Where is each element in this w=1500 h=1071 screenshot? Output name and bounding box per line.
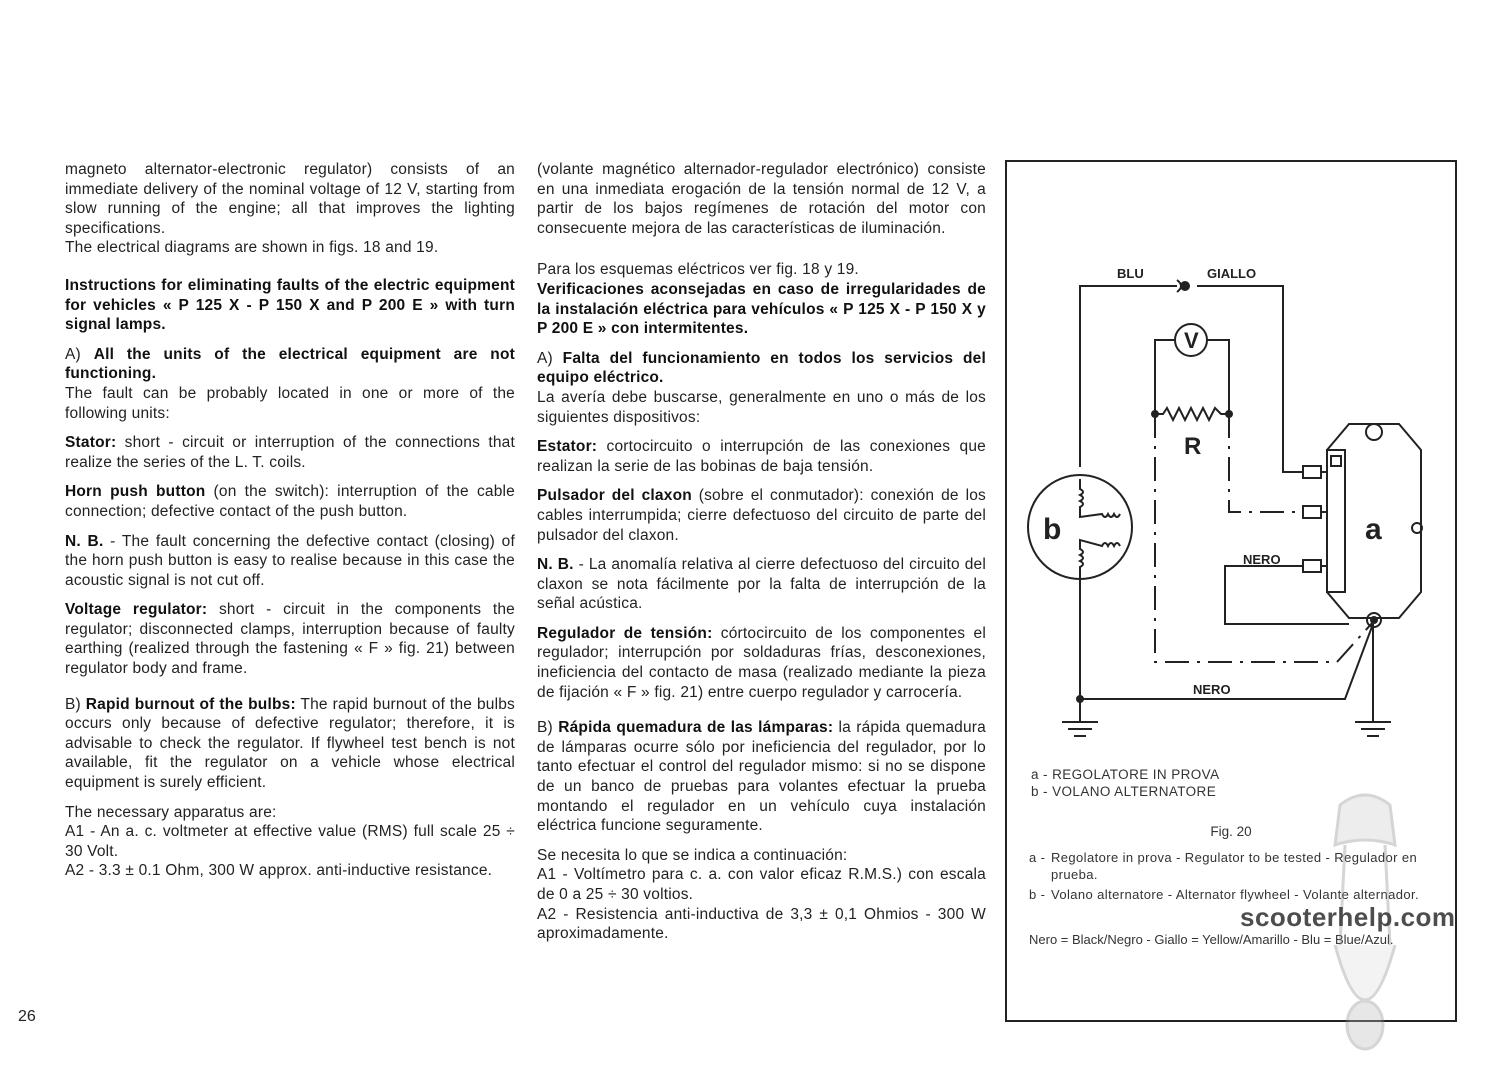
label-giallo: GIALLO xyxy=(1207,266,1257,281)
es-heading: Verificaciones aconsejadas en caso de irregularidades de la instalación eléctrica para vehículos « P 125 X - P 150 X y P 200 E » con intermitentes. xyxy=(537,280,986,338)
regulator-terminal-2 xyxy=(1303,506,1327,518)
connector-dot xyxy=(1181,282,1189,290)
en-vreg-text: short - circuit in the components the regulator; disconnected clamps, interruption because of faulty earthing (realized through the fastening « F » fig. 21) between regulator body and frame. xyxy=(65,601,516,678)
en-a-text: The fault can be probably located in one or more of the following units: xyxy=(65,384,515,422)
en-intro: magneto alternator-electronic regulator) consists of an immediate delivery of the nominal voltage of 12 V, starting from slow running of the engine; all that improves the lighting specifications. xyxy=(65,161,515,237)
regulator-terminal-1 xyxy=(1303,466,1327,478)
es-horn-text: (sobre el conmutador): conexión de los cables interrumpida; cierre defectuoso del circuito de parte del pulsador del claxon. xyxy=(537,487,986,544)
stator-coil-bottom xyxy=(1080,540,1120,579)
ground-symbol-left xyxy=(1062,722,1098,736)
label-blu: BLU xyxy=(1117,266,1144,281)
es-nb-text: - La anomalía relativa al cierre defectuoso del circuito del claxon se nota fácilmente por la falta de interrupción de la señal acústica. xyxy=(537,556,986,613)
en-vreg-label: Voltage regulator: xyxy=(65,601,208,619)
english-column xyxy=(65,160,515,881)
es-a1: A1 - Voltímetro para c. a. con valor eficaz R.M.S.) con escala de 0 a 25 ÷ 30 voltios. xyxy=(537,866,986,903)
es-stator-label: Estator: xyxy=(537,438,598,456)
en-diagrams-note: The electrical diagrams are shown in figs. 18 and 19. xyxy=(65,239,439,257)
en-heading: Instructions for eliminating faults of the electric equipment for vehicles « P 125 X - P 150 X and P 200 E » with turn signal lamps. xyxy=(65,276,515,334)
en-horn-text: (on the switch): interruption of the cable connection; defective contact of the push button. xyxy=(65,483,515,520)
es-intro: (volante magnético alternador-regulador electrónico) consiste en una inmediata erogación de la tensión normal de 12 V, a partir de los bajos regímenes de rotación del motor con consecuente mejora de las características de iluminación. xyxy=(537,161,986,237)
watermark-text: scooterhelp.com xyxy=(1240,902,1456,932)
en-stator-label: Stator: xyxy=(65,434,117,452)
en-a1: A1 - An a. c. voltmeter at effective value (RMS) full scale 25 ÷ 30 Volt. xyxy=(65,823,515,860)
label-regulator: a xyxy=(1365,513,1382,546)
en-nb-label: N. B. xyxy=(65,532,104,550)
ground-symbol-right xyxy=(1355,722,1391,736)
es-vreg-text: córtocircuito de los componentes el regulador; interrupción por soldaduras frías, desconexiones, ineficiencia del contacto de masa (realizado mediante la pieza de fijación « F » fig. 21) entre cuerpo regulador y carrocería. xyxy=(537,624,986,701)
legend-key: b - xyxy=(1029,887,1046,902)
en-a2: A2 - 3.3 ± 0.1 Ohm, 300 W approx. anti-inductive resistance. xyxy=(65,862,493,880)
en-stator-text: short - circuit or interruption of the connections that realize the series of the L. T. coils. xyxy=(65,434,515,471)
page-number: 26 xyxy=(18,1008,36,1025)
regulator-hole-top xyxy=(1366,424,1382,440)
es-vreg-label: Regulador de tensión: xyxy=(537,624,713,642)
es-b-text: la rápida quemadura de lámparas ocurre sólo por ineficiencia del regulador, por lo tanto efectuar el control del regulador mismo: si no se dispone de un banco de pruebas para volantes efectuar la prueba montando el regulador en un vehículo cuya instalación eléctrica funcione seguramente. xyxy=(537,719,986,835)
es-diagrams-note: Para los esquemas eléctricos ver fig. 18 y 19. xyxy=(537,261,859,279)
es-stator-text: cortocircuito o interrupción de las conexiones que realizan la serie de las bobinas de baja tensión. xyxy=(537,438,986,475)
en-nb-text: - The fault concerning the defective contact (closing) of the horn push button is easy to realise because in this case the acoustic signal is not cut off. xyxy=(65,532,516,589)
en-apparatus-intro: The necessary apparatus are: xyxy=(65,803,277,821)
es-a2: A2 - Resistencia anti-inductiva de 3,3 ± 0,1 Ohmios - 300 W aproximadamente. xyxy=(537,905,986,943)
es-a-prefix: A) xyxy=(537,349,553,367)
en-b-prefix: B) xyxy=(65,695,81,713)
spanish-column xyxy=(537,160,986,944)
stator-coil-top xyxy=(1080,479,1120,517)
es-horn-label: Pulsador del claxon xyxy=(537,487,692,505)
es-apparatus-intro: Se necesita lo que se indica a continuación: xyxy=(537,846,848,864)
es-nb-label: N. B. xyxy=(537,556,574,574)
test-lead-right xyxy=(1229,414,1303,512)
giallo-wire xyxy=(1197,286,1303,472)
en-a-prefix: A) xyxy=(65,345,81,363)
legend-top-b: b - VOLANO ALTERNATORE xyxy=(1031,784,1217,799)
es-a-text: La avería debe buscarse, generalmente en uno o más de los siguientes dispositivos: xyxy=(537,388,986,426)
legend-text: Regolatore in prova - Regulator to be tested - Regulador en prueba. xyxy=(1051,850,1418,882)
es-a-title: Falta del funcionamiento en todos los servicios del equipo eléctrico. xyxy=(537,349,986,387)
es-b-prefix: B) xyxy=(537,719,553,737)
regulator-terminal-3 xyxy=(1303,560,1327,572)
en-b-title: Rapid burnout of the bulbs: xyxy=(85,695,296,713)
label-voltmeter: V xyxy=(1184,328,1199,353)
es-b-title: Rápida quemadura de las lámparas: xyxy=(558,719,834,737)
en-a-title: All the units of the electrical equipment are not functioning. xyxy=(65,345,515,383)
label-nero-bottom: NERO xyxy=(1193,682,1231,697)
legend-key: a - xyxy=(1029,850,1046,865)
resistor-wire xyxy=(1155,408,1229,420)
label-resistor: R xyxy=(1184,433,1202,460)
blu-wire xyxy=(1080,286,1177,467)
legend-top-a: a - REGOLATORE IN PROVA xyxy=(1031,767,1220,782)
color-key: Nero = Black/Negro - Giallo = Yellow/Amarillo - Blu = Blue/Azul. xyxy=(1029,932,1394,947)
en-horn-label: Horn push button xyxy=(65,483,206,501)
en-b-text: The rapid burnout of the bulbs occurs only because of defective regulator; therefore, it is advisable to check the regulator. If flywheel test bench is not available, fit the regulator on a vehicle whose electrical equipment is surely efficient. xyxy=(65,695,516,792)
figure-caption: Fig. 20 xyxy=(1210,824,1252,839)
label-nero-top: NERO xyxy=(1243,552,1281,567)
label-flywheel: b xyxy=(1043,513,1062,546)
legend-text: Volano alternatore - Alternator flywheel - Volante alternador. xyxy=(1051,887,1420,902)
